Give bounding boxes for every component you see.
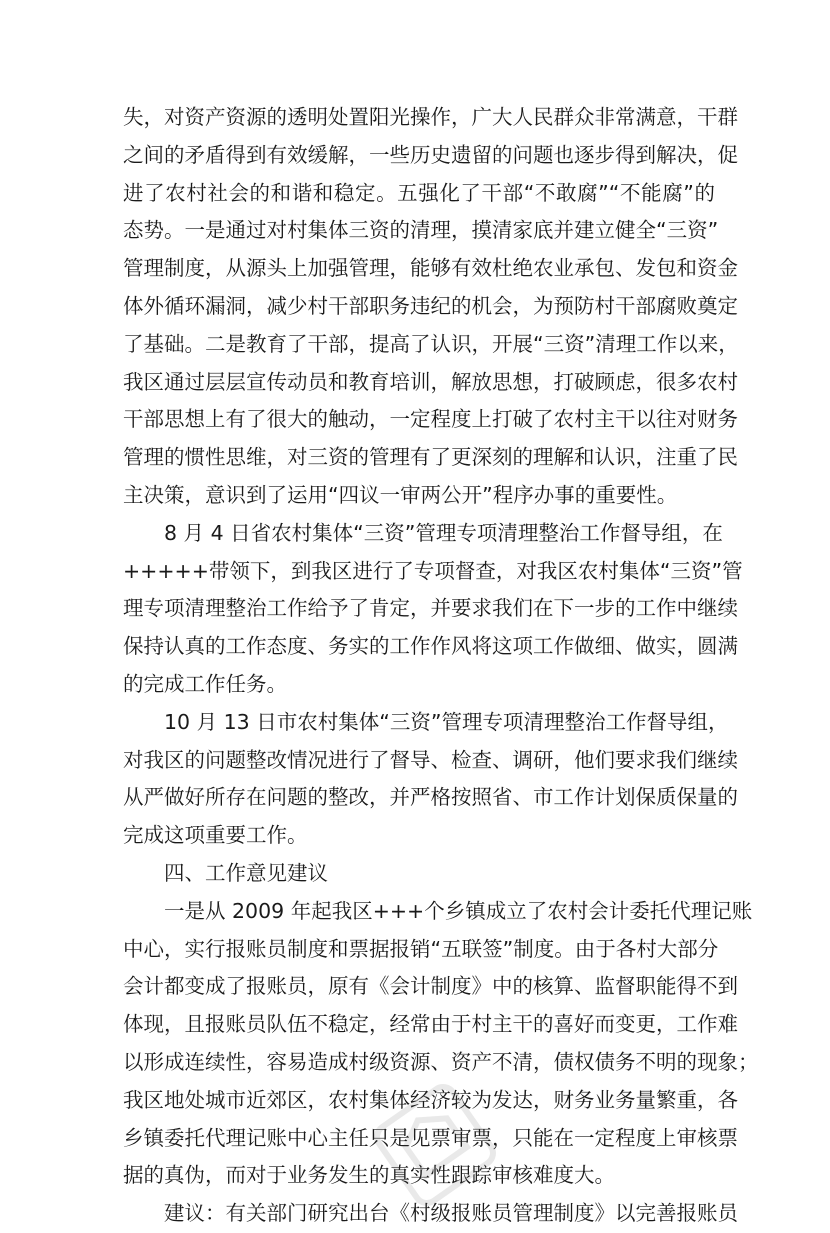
- text-line: 对我区的问题整改情况进行了督导、检查、调研，他们要求我们继续: [123, 747, 738, 772]
- text-line: 8 月 4 日省农村集体“三资”管理专项清理整治工作督导组，在: [164, 520, 723, 545]
- text-line: 体外循环漏洞，减少村干部职务违纪的机会，为预防村干部腐败奠定: [123, 293, 738, 318]
- text-line: 会计都变成了报账员，原有《会计制度》中的核算、监督职能得不到: [123, 974, 738, 999]
- text-line: 保持认真的工作态度、务实的工作作风将这项工作做细、做实，圆满: [123, 634, 738, 659]
- text-line: 中心，实行报账员制度和票据报销“五联签”制度。由于各村大部分: [123, 936, 719, 961]
- text-line: 从严做好所存在问题的整改，并严格按照省、市工作计划保质保量的: [123, 785, 738, 810]
- text-line: 理专项清理整治工作给予了肯定，并要求我们在下一步的工作中继续: [123, 596, 738, 621]
- text-line: 管理的惯性思维，对三资的管理有了更深刻的理解和认识，注重了民: [123, 445, 738, 470]
- text-line: 我区地处城市近郊区，农村集体经济较为发达，财务业务量繁重，各: [123, 1087, 738, 1112]
- text-line: 据的真伪，而对于业务发生的真实性跟踪审核难度大。: [123, 1163, 615, 1188]
- text-line: 之间的矛盾得到有效缓解，一些历史遗留的问题也逐步得到解决，促: [123, 142, 738, 167]
- text-line: 以形成连续性，容易造成村级资源、资产不清，债权债务不明的现象；: [123, 1049, 759, 1074]
- section-heading: 四、工作意见建议: [164, 860, 328, 885]
- text-line: 的完成工作任务。: [123, 671, 287, 696]
- document-body: [123, 99, 759, 1233]
- text-line: 态势。一是通过对村集体三资的清理，摸清家底并建立健全“三资”: [123, 218, 719, 243]
- text-line: 干部思想上有了很大的触动，一定程度上打破了农村主干以往对财务: [123, 407, 738, 432]
- text-line: 建议：有关部门研究出台《村级报账员管理制度》以完善报账员: [164, 1201, 738, 1226]
- text-line: 失，对资产资源的透明处置阳光操作，广大人民群众非常满意，干群: [123, 105, 738, 129]
- text-line: 完成这项重要工作。: [123, 823, 308, 848]
- text-line: 进了农村社会的和谐和稳定。五强化了干部“不敢腐”“不能腐”的: [123, 180, 715, 205]
- text-line: +++++带领下，到我区进行了专项督查，对我区农村集体“三资”管: [123, 558, 743, 583]
- text-line: 一是从 2009 年起我区+++个乡镇成立了农村会计委托代理记账: [164, 898, 753, 923]
- text-line: 乡镇委托代理记账中心主任只是见票审票，只能在一定程度上审核票: [123, 1125, 738, 1150]
- text-line: 体现，且报账员队伍不稳定，经常由于村主干的喜好而变更，工作难: [123, 1012, 738, 1037]
- text-line: 主决策，意识到了运用“四议一审两公开”程序办事的重要性。: [123, 482, 678, 507]
- text-line: 了基础。二是教育了干部，提高了认识，开展“三资”清理工作以来，: [123, 331, 739, 356]
- text-line: 管理制度，从源头上加强管理，能够有效杜绝农业承包、发包和资金: [123, 256, 738, 281]
- text-line: 我区通过层层宣传动员和教育培训，解放思想，打破顾虑，很多农村: [123, 369, 738, 394]
- text-line: 10 月 13 日市农村集体“三资”管理专项清理整治工作督导组，: [164, 709, 729, 734]
